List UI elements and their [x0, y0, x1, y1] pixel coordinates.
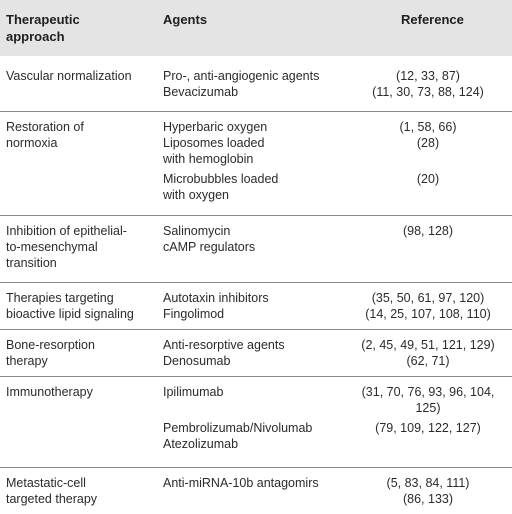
approach-text: transition [6, 256, 57, 270]
header-reference: Reference [401, 12, 464, 27]
reference-text: (5, 83, 84, 111) [386, 476, 470, 490]
agent-text: with oxygen [163, 188, 230, 202]
approach-text: bioactive lipid signaling [6, 307, 134, 321]
table-row [0, 56, 512, 112]
approach-text: Vascular normalization [6, 69, 132, 83]
agent-text: Atezolizumab [163, 437, 239, 451]
table-row [0, 216, 512, 282]
table-row [0, 330, 512, 376]
reference-text: (79, 109, 122, 127) [375, 421, 481, 435]
approach-text: targeted therapy [6, 492, 98, 506]
agent-text: Anti-miRNA-10b antagomirs [163, 476, 319, 490]
agent-text: Anti-resorptive agents [163, 338, 285, 352]
approach-text: normoxia [6, 136, 58, 150]
table-row [0, 112, 512, 215]
approach-text: Inhibition of epithelial- [6, 224, 127, 238]
agent-text: Hyperbaric oxygen [163, 120, 268, 134]
table-row [0, 283, 512, 329]
table-row [0, 468, 512, 514]
approach-text: Metastatic-cell [6, 476, 86, 490]
header-therapeutic-approach [6, 11, 80, 45]
reference-text: (1, 58, 66) [399, 120, 457, 134]
agent-text: Bevacizumab [163, 85, 239, 99]
reference-text: (98, 128) [402, 224, 454, 238]
reference-text: (20) [416, 172, 440, 186]
reference-text: (62, 71) [406, 354, 450, 368]
approach-text: Restoration of [6, 120, 84, 134]
agent-text: Pembrolizumab/Nivolumab [163, 421, 313, 435]
reference-text: (35, 50, 61, 97, 120) [371, 291, 485, 305]
reference-text: 125) [415, 401, 441, 415]
reference-text: (31, 70, 76, 93, 96, 104, [361, 385, 495, 399]
agent-text: cAMP regulators [163, 240, 256, 254]
header-agents: Agents [163, 12, 208, 27]
header-approach-line2: approach [6, 29, 65, 44]
reference-text: (11, 30, 73, 88, 124) [372, 85, 484, 99]
agent-text: Liposomes loaded [163, 136, 265, 150]
reference-text: (2, 45, 49, 51, 121, 129) [361, 338, 495, 352]
agent-text: Fingolimod [163, 307, 225, 321]
approach-text: therapy [6, 354, 48, 368]
agent-text: with hemoglobin [163, 152, 254, 166]
reference-text: (14, 25, 107, 108, 110) [365, 307, 491, 321]
table-row [0, 377, 512, 467]
approach-text: Immunotherapy [6, 385, 93, 399]
agent-text: Salinomycin [163, 224, 231, 238]
reference-text: (28) [416, 136, 440, 150]
agent-text: Microbubbles loaded [163, 172, 279, 186]
table-header [0, 0, 512, 56]
header-approach-line1: Therapeutic [6, 12, 80, 27]
agent-text: Pro-, anti-angiogenic agents [163, 69, 320, 83]
approach-text: to-mesenchymal [6, 240, 98, 254]
reference-text: (86, 133) [402, 492, 454, 506]
approach-text: Bone-resorption [6, 338, 95, 352]
approach-text: Therapies targeting [6, 291, 114, 305]
agent-text: Autotaxin inhibitors [163, 291, 269, 305]
agent-text: Denosumab [163, 354, 231, 368]
reference-text: (12, 33, 87) [396, 69, 460, 83]
agent-text: Ipilimumab [163, 385, 224, 399]
